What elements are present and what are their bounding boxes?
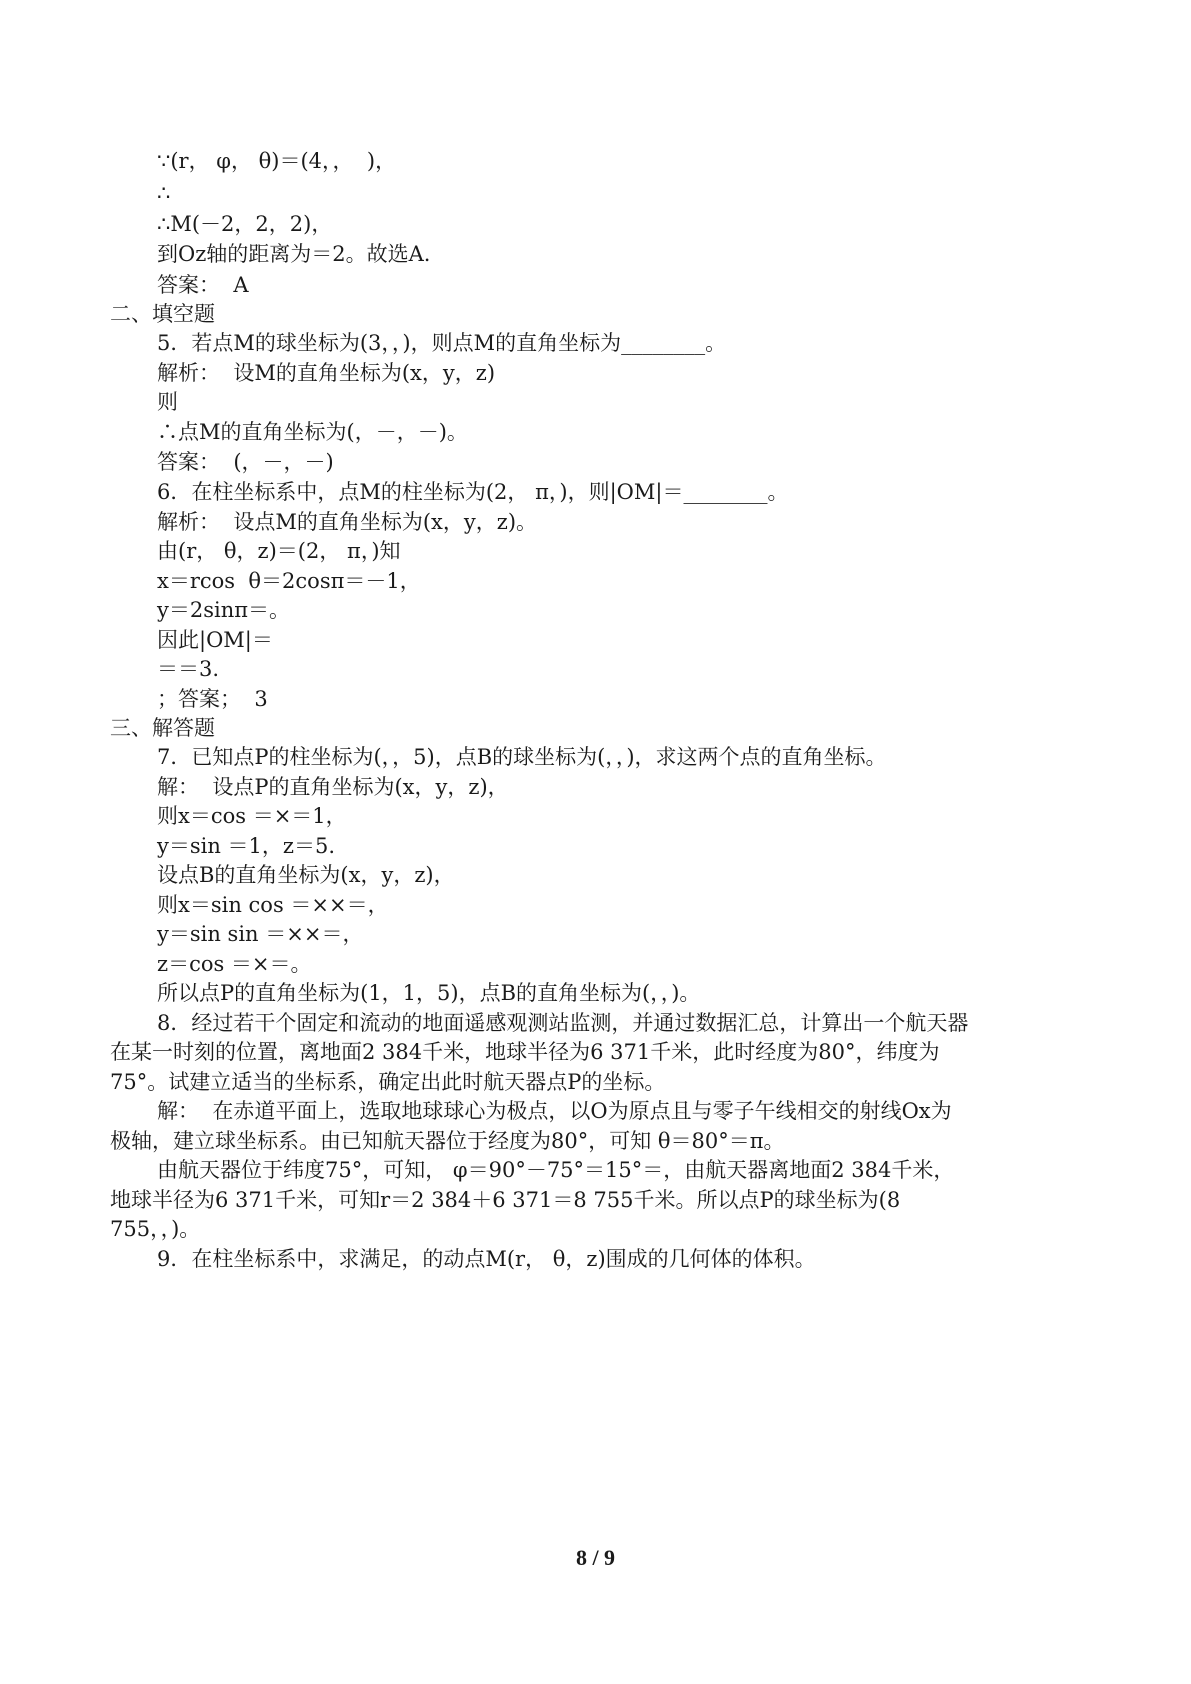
text-line: 设点B的直角坐标为(x，y，z)， xyxy=(157,863,455,887)
section-heading: 二、填空题 xyxy=(110,302,215,326)
text-line: ∵(r， φ， θ)＝(4，， )， xyxy=(157,149,397,173)
text-line: y＝sin ＝1，z＝5. xyxy=(157,834,336,858)
text-line: 解： 在赤道平面上，选取地球球心为极点，以O为原点且与零子午线相交的射线Ox为 xyxy=(157,1099,952,1123)
page-number: 8 / 9 xyxy=(575,1545,616,1570)
question-6: 6．在柱坐标系中，点M的柱坐标为(2， π，)，则|OM|＝________。 xyxy=(157,480,789,504)
section-heading: 三、解答题 xyxy=(110,716,215,740)
text-line: y＝2sinπ＝。 xyxy=(157,598,291,622)
text-line: 由(r， θ，z)＝(2， π，)知 xyxy=(157,539,401,563)
answer-line: 答案： A xyxy=(157,273,249,297)
question-5: 5．若点M的球坐标为(3，，)，则点M的直角坐标为________。 xyxy=(157,331,727,355)
text-line: 所以点P的直角坐标为(1，1，5)，点B的直角坐标为(，，)。 xyxy=(157,981,701,1005)
question-9: 9．在柱坐标系中，求满足，的动点M(r， θ，z)围成的几何体的体积。 xyxy=(157,1247,816,1271)
text-line: 则x＝sin cos ＝××＝， xyxy=(157,893,389,917)
text-line: 在某一时刻的位置，离地面2 384千米，地球半径为6 371千米，此时经度为80°，纬度为 xyxy=(110,1040,940,1064)
text-line: 由航天器位于纬度75°，可知， φ＝90°－75°＝15°＝，由航天器离地面2 384千米， xyxy=(157,1158,955,1182)
text-line: ∴ xyxy=(157,181,171,205)
text-line: x＝rcos θ＝2cosπ＝－1， xyxy=(157,569,421,593)
text-line: ＝＝3. xyxy=(157,657,220,681)
text-line: 75°。试建立适当的坐标系，确定出此时航天器点P的坐标。 xyxy=(110,1070,666,1094)
text-line: 到Oz轴的距离为＝2。故选A. xyxy=(157,242,431,266)
text-line: 极轴，建立球坐标系。由已知航天器位于经度为80°，可知 θ＝80°＝π。 xyxy=(110,1129,785,1153)
text-line: 地球半径为6 371千米，可知r＝2 384＋6 371＝8 755千米。所以点P的球坐标为(8 xyxy=(110,1188,901,1212)
question-7: 7．已知点P的柱坐标为(，，5)，点B的球坐标为(，，)，求这两个点的直角坐标。 xyxy=(157,745,887,769)
text-line: 则 xyxy=(157,390,178,414)
text-line: ∴点M的直角坐标为(，－，－)。 xyxy=(157,420,468,444)
text-line: 则x＝cos ＝×＝1， xyxy=(157,804,347,828)
text-line: ∴M(－2，2，2)， xyxy=(157,212,333,236)
answer-line: 答案： (，－，－) xyxy=(157,450,334,474)
question-8: 8．经过若干个固定和流动的地面遥感观测站监测，并通过数据汇总，计算出一个航天器 xyxy=(157,1011,969,1035)
answer-line: ；答案； 3 xyxy=(157,687,268,711)
text-line: 解析： 设M的直角坐标为(x，y，z) xyxy=(157,361,496,385)
text-line: z＝cos ＝×＝。 xyxy=(157,952,312,976)
text-line: 解： 设点P的直角坐标为(x，y，z)， xyxy=(157,775,509,799)
text-line: 解析： 设点M的直角坐标为(x，y，z)。 xyxy=(157,510,538,534)
text-line: y＝sin sin ＝××＝， xyxy=(157,922,364,946)
text-line: 因此|OM|＝ xyxy=(157,628,273,652)
text-line: 755，，)。 xyxy=(110,1217,201,1241)
